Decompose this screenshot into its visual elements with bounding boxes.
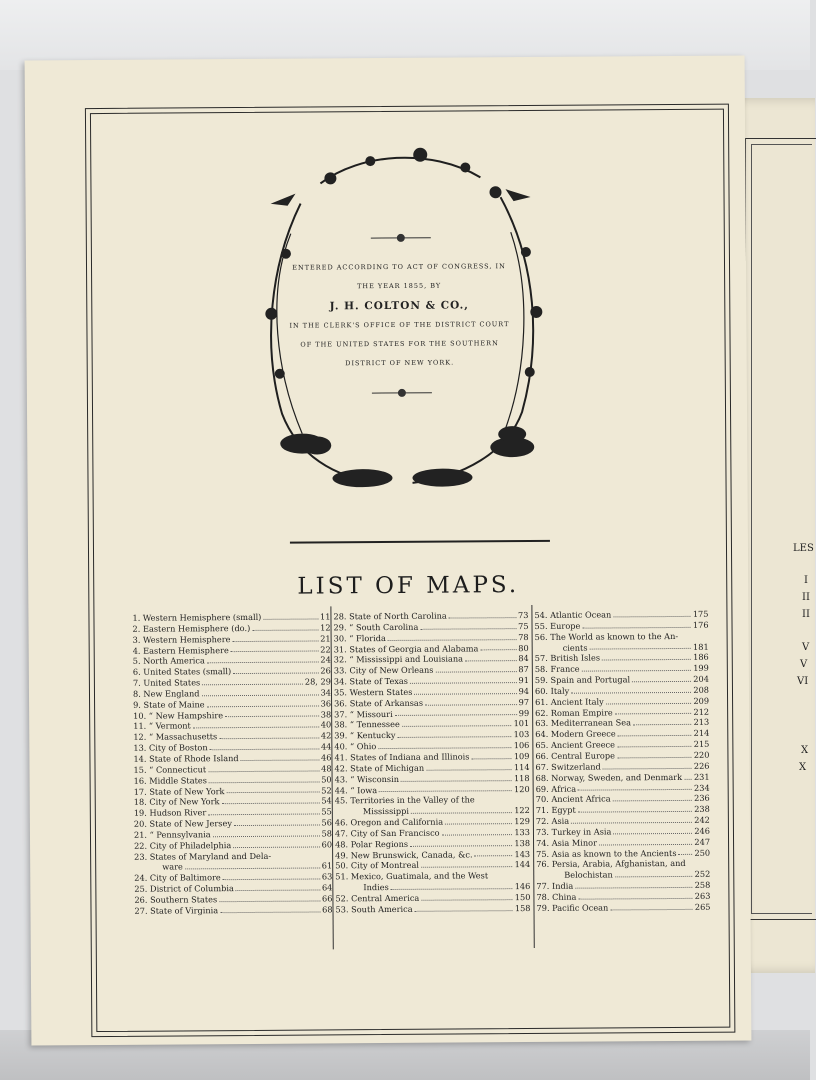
page-number: 265 xyxy=(694,901,711,912)
map-name: 21. “ Pennsylvania xyxy=(133,829,211,840)
leader-dots xyxy=(207,698,319,707)
leader-dots xyxy=(615,706,692,714)
page-number: 21 xyxy=(320,633,331,644)
page-number: 12 xyxy=(320,622,331,633)
page-number: 66 xyxy=(321,893,333,904)
page-number: 114 xyxy=(513,761,530,772)
map-list-column-3 xyxy=(534,609,710,914)
page-number: 50 xyxy=(321,774,332,785)
leader-dots xyxy=(603,761,692,769)
page-number: 258 xyxy=(694,879,711,890)
map-name: 26. Southern States xyxy=(134,894,218,905)
page-number: 34 xyxy=(320,687,332,698)
copyright-line: OF THE UNITED STATES FOR THE SOUTHERN xyxy=(300,339,499,349)
facing-page-text: II xyxy=(802,609,810,620)
page-number: 220 xyxy=(693,749,710,760)
map-name: 45. Territories in the Valley of the xyxy=(334,794,475,806)
page-number: 40 xyxy=(320,719,332,730)
leader-dots xyxy=(379,784,512,793)
leader-dots xyxy=(684,772,692,780)
map-name: 4. Eastern Hemisphere xyxy=(132,644,229,656)
leader-dots xyxy=(231,644,319,652)
page-number: 181 xyxy=(693,641,709,652)
leader-dots xyxy=(208,807,319,816)
page-number: 213 xyxy=(693,717,710,728)
page-number: 11 xyxy=(320,611,331,622)
page-number: 73 xyxy=(517,610,529,621)
map-name: 24. City of Baltimore xyxy=(134,872,221,884)
page-number: 231 xyxy=(693,771,710,782)
map-name: 37. “ Missouri xyxy=(334,708,393,719)
leader-dots xyxy=(210,742,319,751)
facing-page-text: V xyxy=(802,642,810,653)
leader-dots xyxy=(618,728,692,736)
page-number: 60 xyxy=(321,839,333,850)
leader-dots xyxy=(420,621,516,630)
page-number: 52 xyxy=(321,784,332,795)
map-name: 49. New Brunswick, Canada, &c. xyxy=(335,848,473,860)
map-name: 58. France xyxy=(534,663,580,675)
map-name: 60. Italy xyxy=(534,685,570,696)
leader-dots xyxy=(613,793,693,801)
page-number: 101 xyxy=(513,718,530,729)
map-name: 63. Mediterranean Sea xyxy=(535,717,632,729)
leader-dots xyxy=(221,796,319,805)
leader-dots xyxy=(582,620,691,629)
map-name: 30. “ Florida xyxy=(333,632,386,644)
map-name: 62. Roman Empire xyxy=(535,707,613,718)
map-name: 66. Central Europe xyxy=(535,750,615,761)
map-name: 17. State of New York xyxy=(133,785,225,797)
page-number: 78 xyxy=(518,631,529,642)
page-number: 122 xyxy=(514,805,530,816)
map-name: 28. State of North Carolina xyxy=(333,610,447,622)
page-number: 106 xyxy=(513,740,530,751)
map-name: 40. “ Ohio xyxy=(334,741,377,752)
map-list-entry xyxy=(134,904,332,916)
leader-dots xyxy=(202,687,319,696)
map-name: 65. Ancient Greece xyxy=(535,739,616,751)
map-name: 64. Modern Greece xyxy=(535,728,616,740)
leader-dots xyxy=(233,666,318,674)
map-name: 78. China xyxy=(536,891,577,902)
page-number: 120 xyxy=(513,783,530,794)
map-name: 77. India xyxy=(536,880,574,892)
leader-dots xyxy=(471,751,511,759)
copyright-line: ENTERED ACCORDING TO ACT OF CONGRESS, IN xyxy=(292,262,506,272)
map-name: 69. Africa xyxy=(535,783,577,794)
page-number: 129 xyxy=(514,816,530,827)
page-number: 44 xyxy=(320,741,332,752)
leader-dots xyxy=(578,804,692,813)
map-name: 50. City of Montreal xyxy=(335,860,419,871)
map-name: 7. United States xyxy=(132,677,201,688)
page-number: 46 xyxy=(320,752,332,763)
page-number: 242 xyxy=(694,814,710,825)
map-name: 56. The World as known to the An- xyxy=(534,630,679,642)
map-name: cients xyxy=(562,642,588,653)
map-name: 61. Ancient Italy xyxy=(535,696,604,707)
leader-dots xyxy=(599,837,692,845)
leader-dots xyxy=(435,664,516,672)
page-number: 175 xyxy=(692,608,709,619)
map-name: 8. New England xyxy=(132,688,200,699)
page-number: 118 xyxy=(513,772,530,783)
leader-dots xyxy=(615,869,693,877)
leader-dots xyxy=(633,717,692,725)
map-name: 6. United States (small) xyxy=(132,666,232,678)
leader-dots xyxy=(397,729,511,738)
leader-dots xyxy=(207,655,319,664)
page-number: 94 xyxy=(518,685,530,696)
page-number: 97 xyxy=(518,696,530,707)
map-list-column-1 xyxy=(132,611,332,916)
map-name: 76. Persia, Arabia, Afghanistan, and xyxy=(536,858,686,870)
leader-dots xyxy=(582,663,692,672)
page-number: 58 xyxy=(321,828,333,839)
page-number: 87 xyxy=(518,664,529,675)
map-name: 68. Norway, Sweden, and Denmark xyxy=(535,771,683,783)
map-name: 39. “ Kentucky xyxy=(334,730,396,741)
leader-dots xyxy=(219,893,320,902)
copyright-line: DISTRICT OF NEW YORK. xyxy=(345,358,455,368)
map-name: 70. Ancient Africa xyxy=(535,793,611,805)
leader-dots xyxy=(571,685,691,694)
leader-dots xyxy=(421,892,513,900)
map-name: 9. State of Maine xyxy=(133,699,205,710)
leader-dots xyxy=(225,709,319,717)
page-number: 26 xyxy=(320,665,331,676)
map-name: 51. Mexico, Guatimala, and the West xyxy=(335,870,489,882)
page-number: 250 xyxy=(694,847,711,858)
leader-dots xyxy=(425,697,517,705)
map-name: 44. “ Iowa xyxy=(334,784,378,795)
map-name: 18. City of New York xyxy=(133,796,220,808)
map-name: 41. States of Indiana and Illinois xyxy=(334,751,470,763)
copyright-line: IN THE CLERK'S OFFICE OF THE DISTRICT COURT xyxy=(289,320,510,330)
map-name: 12. “ Massachusetts xyxy=(133,731,218,743)
map-name: 79. Pacific Ocean xyxy=(536,902,609,913)
map-name: 53. South America xyxy=(335,903,413,915)
map-name: 48. Polar Regions xyxy=(335,838,409,850)
page-number: 28, 29 xyxy=(304,676,331,687)
map-name: 25. District of Columbia xyxy=(134,883,234,894)
page-number: 42 xyxy=(320,730,332,741)
page-number: 91 xyxy=(518,675,529,686)
leader-dots xyxy=(391,881,513,890)
page-number: 236 xyxy=(694,793,710,804)
leader-dots xyxy=(209,774,319,783)
leader-dots xyxy=(465,653,516,661)
page-number: 199 xyxy=(693,662,709,674)
leader-dots xyxy=(571,815,692,824)
page-number: 55 xyxy=(321,806,332,817)
map-name: 35. Western States xyxy=(333,686,413,698)
map-name: 14. State of Rhode Island xyxy=(133,753,239,764)
leader-dots xyxy=(208,763,319,772)
page-number: 61 xyxy=(321,860,333,871)
facing-page-text: I xyxy=(804,575,808,586)
map-name: 57. British Isles xyxy=(534,652,601,664)
leader-dots xyxy=(411,805,512,814)
page-number: 209 xyxy=(693,695,710,706)
leader-dots xyxy=(480,643,516,651)
page-number: 143 xyxy=(514,848,531,859)
page-number: 144 xyxy=(514,859,531,870)
page-number: 176 xyxy=(692,619,709,630)
leader-dots xyxy=(602,652,691,660)
leader-dots xyxy=(263,611,318,619)
leader-dots xyxy=(613,826,692,834)
page-number: 68 xyxy=(322,904,333,915)
page-number: 186 xyxy=(693,652,709,663)
leader-dots xyxy=(236,883,320,891)
copyright-notice xyxy=(281,257,518,374)
map-name: Belochistan xyxy=(564,869,613,881)
page-number: 75 xyxy=(518,620,529,631)
leader-dots xyxy=(617,750,692,758)
publisher-name: J. H. COLTON & CO., xyxy=(329,299,469,313)
map-name: 19. Hudson River xyxy=(133,807,207,818)
map-name: 55. Europe xyxy=(534,620,581,631)
facing-page-inner-border xyxy=(751,144,812,914)
leader-dots xyxy=(442,827,513,835)
leader-dots xyxy=(402,719,512,728)
leader-dots xyxy=(232,633,318,641)
map-name: 32. “ Mississippi and Louisiana xyxy=(333,653,464,665)
map-name: 73. Turkey in Asia xyxy=(535,826,612,837)
leader-dots xyxy=(219,731,319,740)
facing-page-text: LES xyxy=(793,543,814,554)
page-number: 238 xyxy=(694,803,710,815)
page-number: 22 xyxy=(320,643,331,655)
leader-dots xyxy=(578,782,692,791)
map-name: 46. Oregon and California xyxy=(334,816,444,828)
facing-page-text: VI xyxy=(797,676,809,687)
page-number: 263 xyxy=(694,890,711,901)
map-name: 11. “ Vermont xyxy=(133,720,191,732)
leader-dots xyxy=(617,739,692,747)
map-name: 71. Egypt xyxy=(535,804,576,816)
leader-dots xyxy=(474,849,512,857)
leader-dots xyxy=(414,686,516,695)
page-number: 99 xyxy=(518,707,530,718)
page-number: 214 xyxy=(693,728,710,739)
map-name: 31. States of Georgia and Alabama xyxy=(333,642,479,654)
leader-dots xyxy=(589,641,691,650)
map-name: 74. Asia Minor xyxy=(536,837,598,848)
map-name: 52. Central America xyxy=(335,892,420,904)
facing-page-text: X xyxy=(799,762,807,773)
map-name: 3. Western Hemisphere xyxy=(132,633,231,645)
page-number: 103 xyxy=(513,729,530,740)
page-number: 109 xyxy=(513,750,530,762)
leader-dots xyxy=(223,872,320,881)
leader-dots xyxy=(378,740,511,749)
leader-dots xyxy=(610,902,693,910)
leader-dots xyxy=(220,904,320,913)
page-number: 208 xyxy=(693,684,710,695)
leader-dots xyxy=(449,610,516,618)
page-number: 158 xyxy=(514,902,531,913)
facing-page-text: X xyxy=(801,745,809,756)
page-number: 204 xyxy=(693,673,709,684)
leader-dots xyxy=(410,675,517,684)
map-name: 43. “ Wisconsin xyxy=(334,773,400,785)
page-number: 226 xyxy=(693,760,710,771)
leader-dots xyxy=(226,785,319,793)
page-number: 247 xyxy=(694,836,711,847)
map-name: 42. State of Michigan xyxy=(334,762,425,774)
page-number: 146 xyxy=(514,881,531,892)
page-number: 246 xyxy=(694,825,710,836)
map-name: 22. City of Philadelphia xyxy=(134,839,232,851)
map-name: 20. State of New Jersey xyxy=(133,818,232,829)
page-number: 36 xyxy=(320,698,332,709)
map-name: 23. States of Maryland and Dela- xyxy=(134,850,272,862)
map-name: Mississippi xyxy=(362,806,410,817)
map-name: ware xyxy=(162,861,183,872)
map-name: 13. City of Boston xyxy=(133,742,208,753)
page-number: 212 xyxy=(693,706,710,717)
page-number: 48 xyxy=(321,763,332,774)
map-name: 5. North America xyxy=(132,655,205,667)
leader-dots xyxy=(613,609,691,617)
page-number: 138 xyxy=(514,837,531,848)
map-name: 75. Asia as known to the Ancients xyxy=(536,847,677,859)
page-number: 24 xyxy=(320,654,331,665)
map-name: 2. Eastern Hemisphere (do.) xyxy=(132,622,251,634)
map-name: 1. Western Hemisphere (small) xyxy=(132,611,262,623)
facing-page-text: V xyxy=(800,659,808,670)
leader-dots xyxy=(415,903,513,912)
page-number: 234 xyxy=(693,782,710,793)
facing-page-text: II xyxy=(802,592,810,603)
page-number: 56 xyxy=(321,817,332,828)
leader-dots xyxy=(632,674,691,682)
map-name: 15. “ Connecticut xyxy=(133,764,207,775)
map-name: 36. State of Arkansas xyxy=(334,697,424,709)
map-name: 34. State of Texas xyxy=(333,675,409,687)
page-number: 133 xyxy=(514,826,531,837)
leader-dots xyxy=(578,891,692,900)
leader-dots xyxy=(234,818,320,826)
leader-dots xyxy=(252,622,318,630)
book-page xyxy=(25,55,752,1045)
page-number: 84 xyxy=(518,653,529,664)
page-number: 38 xyxy=(320,708,332,720)
leader-dots xyxy=(388,632,516,641)
map-name: 47. City of San Francisco xyxy=(334,827,440,839)
map-name: Indies xyxy=(363,882,389,893)
leader-dots xyxy=(233,839,319,847)
leader-dots xyxy=(445,816,512,824)
map-list-entry xyxy=(536,902,710,914)
page-number: 215 xyxy=(693,738,710,749)
leader-dots xyxy=(606,696,692,704)
leader-dots xyxy=(575,880,693,889)
map-list-entry xyxy=(335,903,530,915)
leader-dots xyxy=(410,838,512,847)
map-name: 72. Asia xyxy=(535,815,570,827)
page-number: 80 xyxy=(518,642,529,653)
leader-dots xyxy=(213,828,320,837)
leader-dots xyxy=(679,847,693,855)
page-number: 252 xyxy=(694,869,711,880)
leader-dots xyxy=(426,762,512,770)
map-name: 27. State of Virginia xyxy=(134,904,219,916)
page-number: 64 xyxy=(321,882,333,893)
map-name: 38. “ Tennessee xyxy=(334,719,400,730)
leader-dots xyxy=(241,752,319,760)
map-name: 10. “ New Hampshire xyxy=(133,709,224,721)
page-title: LIST OF MAPS. xyxy=(297,572,520,600)
map-name: 29. “ South Carolina xyxy=(333,621,419,633)
page-number: 54 xyxy=(321,795,332,806)
map-name: 67. Switzerland xyxy=(535,761,601,772)
map-name: 59. Spain and Portugal xyxy=(534,674,631,686)
leader-dots xyxy=(193,720,319,729)
leader-dots xyxy=(202,677,303,686)
leader-dots xyxy=(421,860,513,868)
map-name: 54. Atlantic Ocean xyxy=(534,609,612,620)
leader-dots xyxy=(185,861,320,870)
leader-dots xyxy=(401,773,512,782)
page-number: 150 xyxy=(514,891,531,903)
copyright-line: THE YEAR 1855, BY xyxy=(357,281,442,291)
page-number: 63 xyxy=(321,871,333,882)
map-name: 33. City of New Orleans xyxy=(333,664,434,676)
leader-dots xyxy=(395,708,517,717)
map-list-column-2 xyxy=(333,610,530,915)
map-name: 16. Middle States xyxy=(133,774,207,786)
